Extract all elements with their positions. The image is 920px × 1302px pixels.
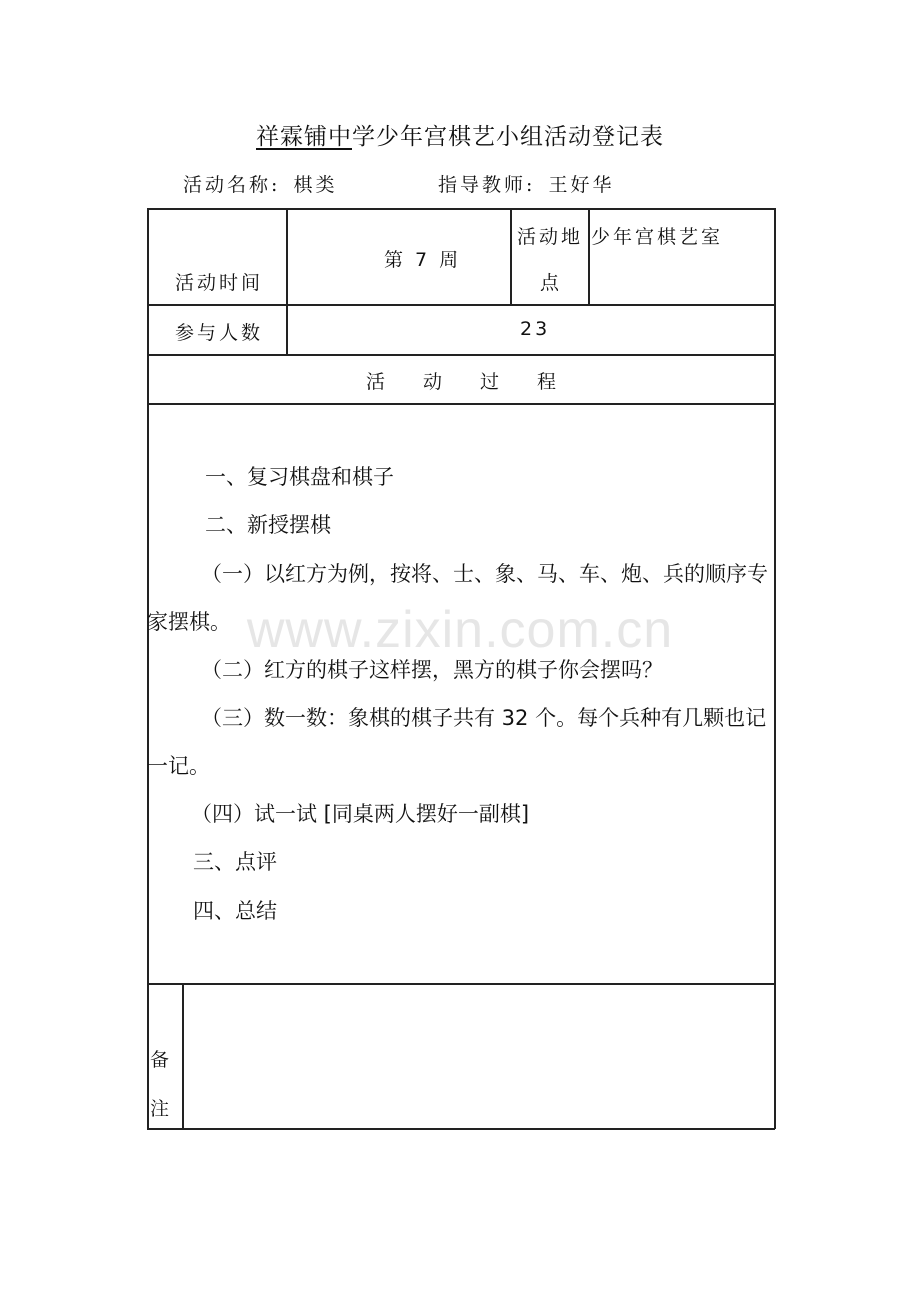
document-title bbox=[0, 118, 920, 151]
teacher-label: 指导教师: bbox=[438, 174, 536, 196]
participants-label: 参与人数 bbox=[175, 322, 264, 344]
process-line: （三）数一数：象棋的棋子共有 32 个。每个兵种有几颗也记一记。 bbox=[147, 706, 767, 778]
table-border bbox=[182, 983, 184, 1129]
process-line: （二）红方的棋子这样摆，黑方的棋子你会摆吗？ bbox=[201, 658, 663, 682]
table-border bbox=[286, 208, 288, 355]
table-border bbox=[510, 208, 512, 305]
activity-name bbox=[183, 170, 337, 197]
table-border bbox=[588, 208, 590, 305]
title-rest: 学少年宫棋艺小组活动登记表 bbox=[352, 124, 664, 150]
teacher-value: 王好华 bbox=[548, 174, 615, 196]
process-line: （四）试一试 [同桌两人摆好一副棋] bbox=[191, 802, 530, 826]
table-border bbox=[147, 983, 775, 985]
activity-time-value: 第 7 周 bbox=[384, 249, 462, 271]
location-value: 少年宫棋艺室 bbox=[591, 226, 724, 248]
process-header: 活 动 过 程 bbox=[365, 371, 556, 393]
participants-value: 23 bbox=[520, 318, 551, 340]
process-line: 一、复习棋盘和棋子 bbox=[205, 465, 394, 489]
location-label-line1: 活动地 bbox=[517, 226, 584, 248]
remarks-label-line2: 注 bbox=[150, 1098, 173, 1120]
table-border bbox=[147, 354, 775, 356]
title-underlined-part: 祥霖铺中 bbox=[256, 124, 352, 150]
process-line: 四、总结 bbox=[193, 899, 277, 923]
table-border bbox=[147, 208, 775, 210]
activity-name-label: 活动名称: bbox=[183, 174, 281, 196]
teacher bbox=[438, 170, 614, 197]
table-border bbox=[147, 403, 775, 405]
process-line: 三、点评 bbox=[193, 850, 277, 874]
activity-time-label: 活动时间 bbox=[175, 272, 264, 294]
activity-name-value: 棋类 bbox=[293, 174, 338, 196]
watermark: www.zixin.com.cn bbox=[246, 601, 674, 659]
process-line: 二、新授摆棋 bbox=[205, 513, 331, 537]
remarks-label-line1: 备 bbox=[150, 1049, 173, 1071]
table-border bbox=[147, 1128, 775, 1130]
process-line: （一）以红方为例，按将、士、象、马、车、炮、兵的顺序专家摆棋。 bbox=[147, 562, 768, 634]
table-border bbox=[147, 304, 775, 306]
location-label-line2: 点 bbox=[540, 272, 563, 294]
